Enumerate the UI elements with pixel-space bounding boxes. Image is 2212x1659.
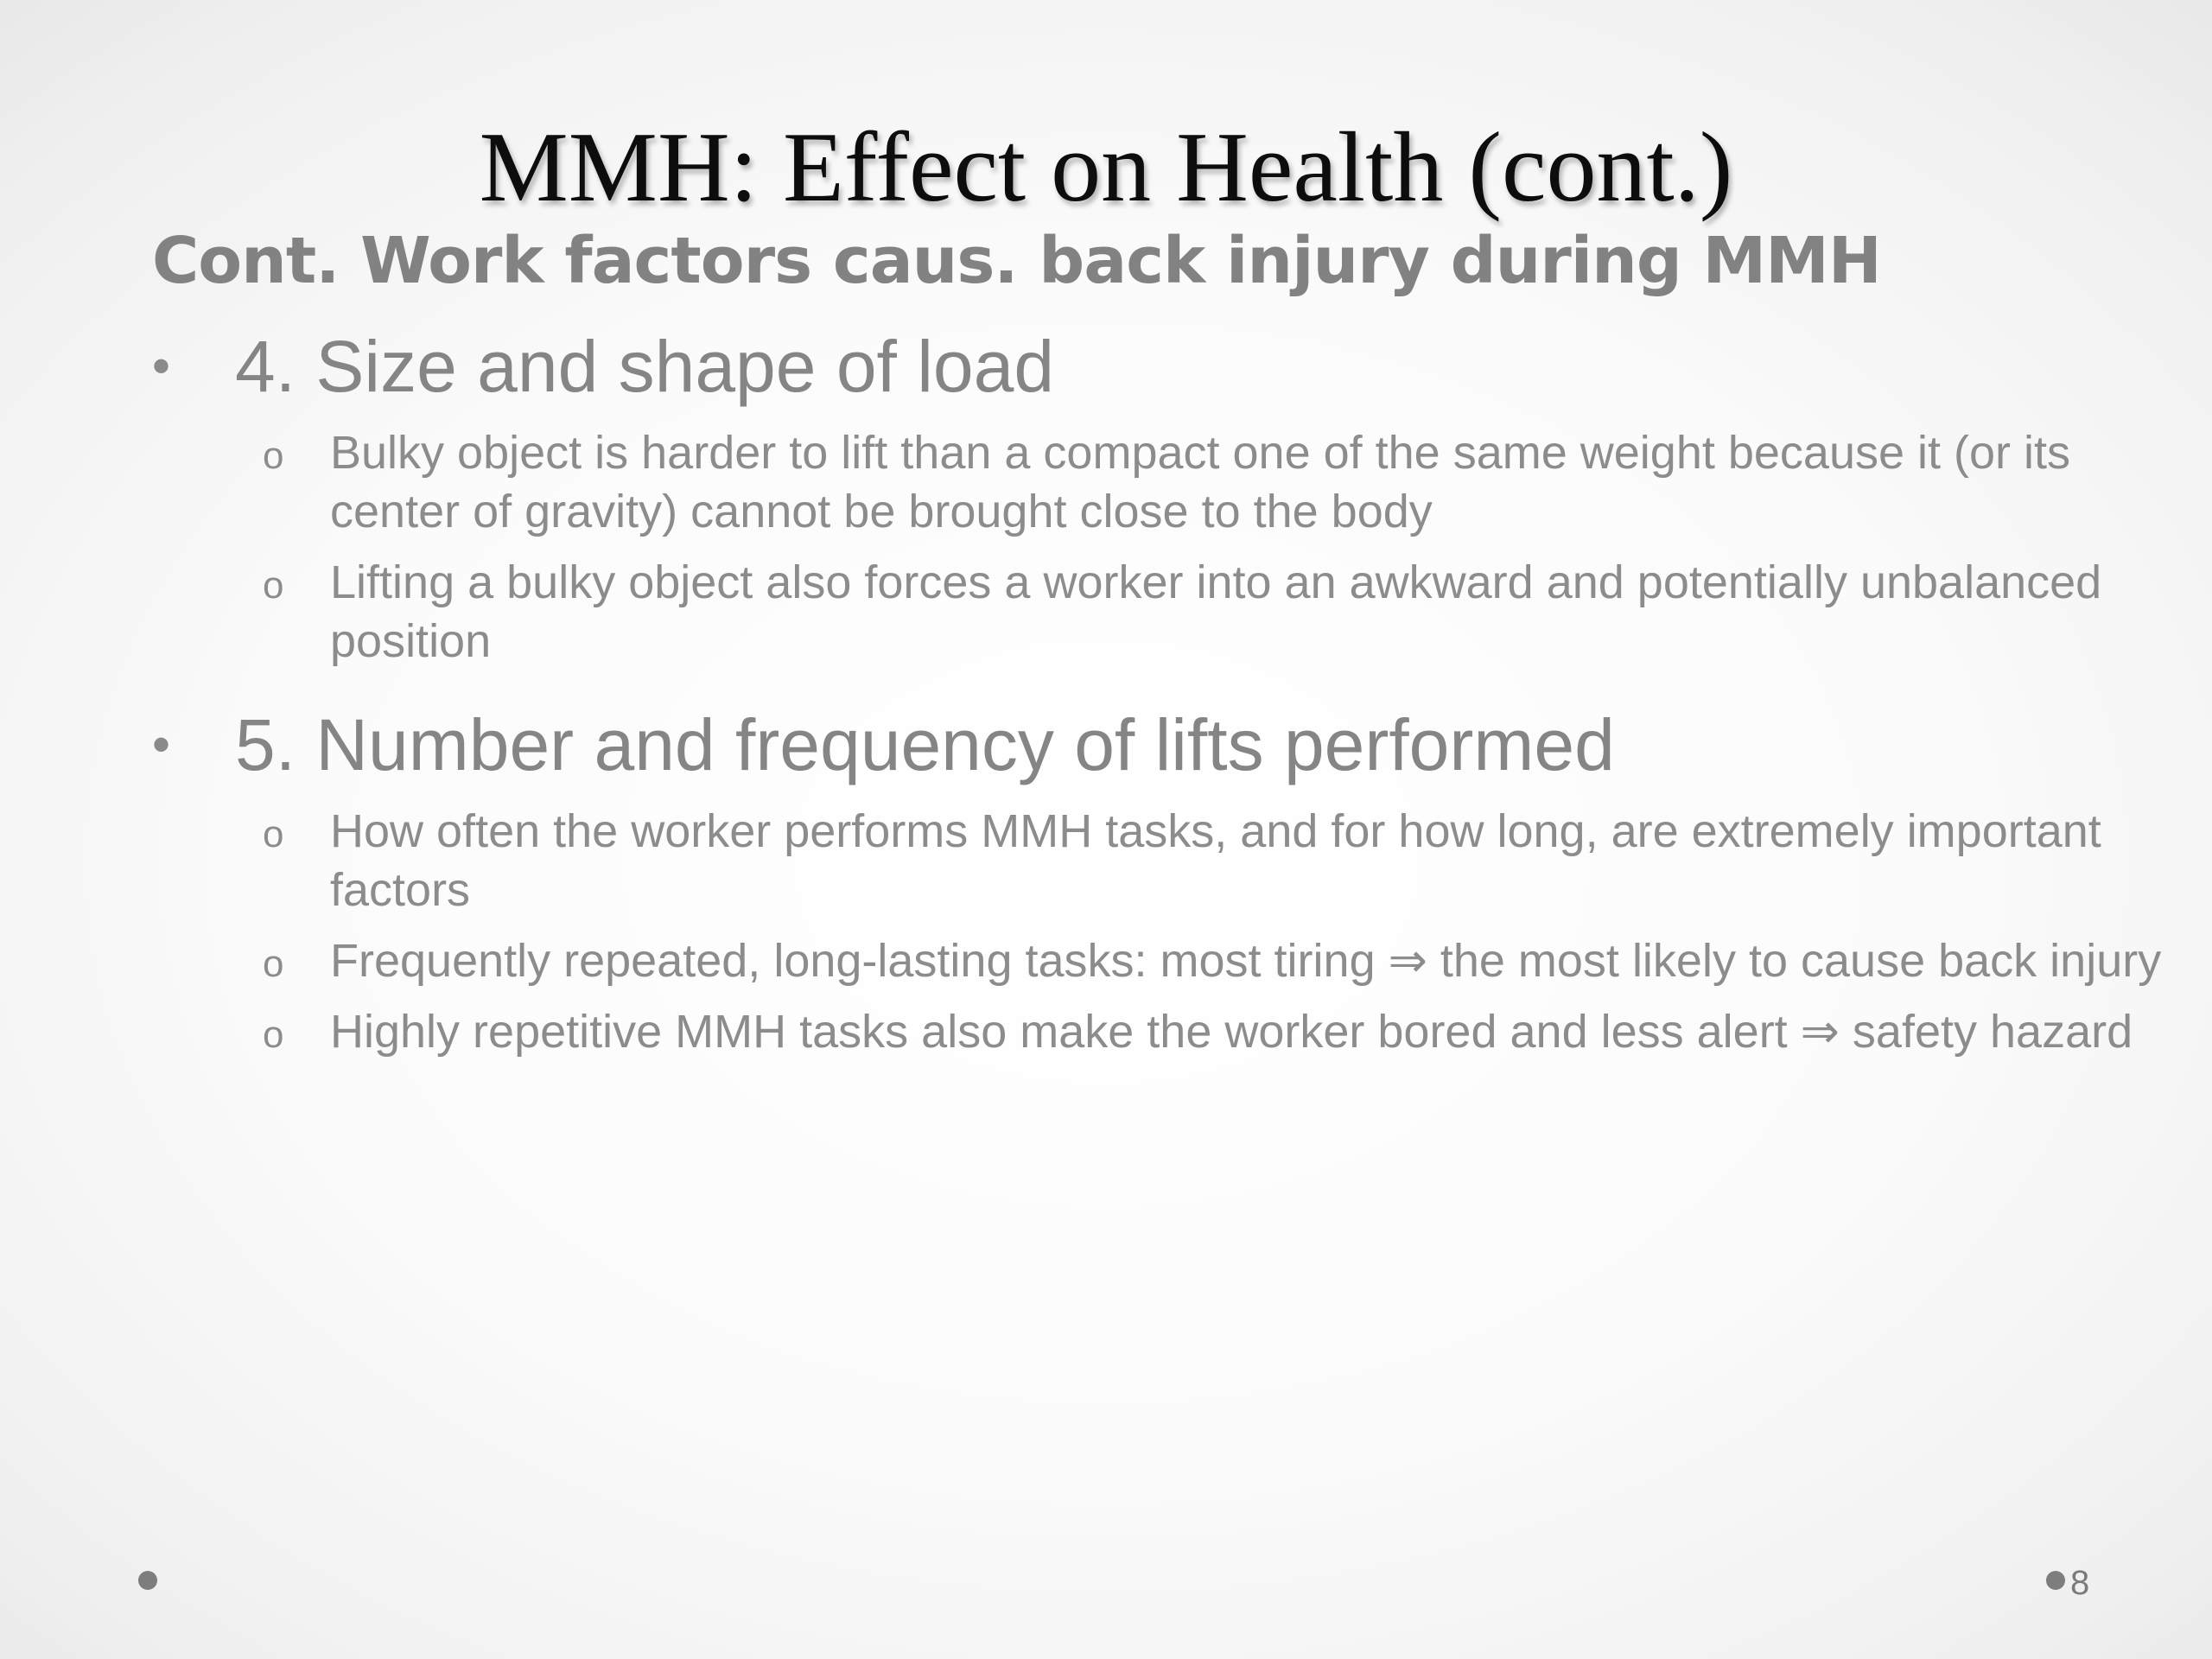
slide-title: MMH: Effect on Health (cont.) (479, 112, 1733, 223)
bullet-dot-icon: • (152, 337, 171, 395)
circle-bullet-icon: o (263, 435, 284, 477)
page-number: 8 (2070, 1564, 2090, 1602)
bullet-text: 5. Number and frequency of lifts performed (235, 704, 1615, 785)
bullet-item-size-shape (152, 321, 2191, 411)
footer-right-dot-icon (2046, 1571, 2065, 1590)
circle-bullet-icon: o (263, 813, 284, 855)
bullet-text: 4. Size and shape of load (235, 326, 1055, 407)
sub-bullet-text: Frequently repeated, long-lasting tasks: most tiring ⇒ the most likely to cause back injury (330, 935, 2162, 987)
sub-bullet-item (152, 802, 2209, 919)
sub-bullet-text: Lifting a bulky object also forces a worker into an awkward and potentially unbalanced position (330, 556, 2102, 667)
slide-body (152, 321, 2191, 1061)
bullet-dot-icon: • (152, 715, 171, 773)
circle-bullet-icon: o (263, 1014, 284, 1056)
circle-bullet-icon: o (263, 943, 284, 985)
slide-subtitle: Cont. Work factors caus. back injury during MMH (152, 224, 1881, 298)
sub-bullet-item (152, 1002, 2209, 1061)
sub-bullet-item (152, 931, 2209, 990)
circle-bullet-icon: o (263, 564, 284, 607)
bullet-item-number-frequency (152, 700, 2191, 790)
sub-bullet-text: How often the worker performs MMH tasks, and for how long, are extremely important factors (330, 805, 2101, 916)
sub-bullet-text: Highly repetitive MMH tasks also make the worker bored and less alert ⇒ safety hazard (330, 1006, 2133, 1058)
footer-left-dot-icon (138, 1571, 157, 1590)
sub-bullet-text: Bulky object is harder to lift than a compact one of the same weight because it (or its center of gravity) cannot be brought close to the body (330, 427, 2071, 537)
sub-bullet-item (152, 423, 2209, 541)
sub-bullet-item (152, 553, 2209, 671)
